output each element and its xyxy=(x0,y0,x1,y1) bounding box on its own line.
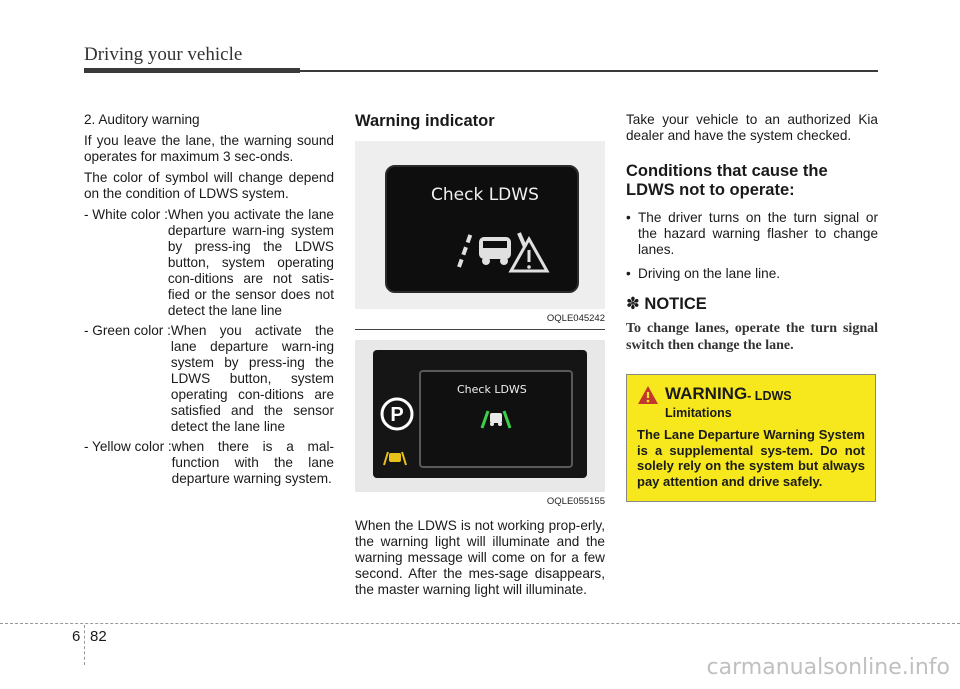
warning-triangle-icon xyxy=(637,385,659,405)
figure-caption: OQLE055155 xyxy=(546,496,605,507)
figure-divider xyxy=(355,329,605,330)
paragraph-color-change: The color of symbol will change depend on the condition of LDWS system. xyxy=(84,170,334,201)
column-1 xyxy=(84,112,334,491)
screen-message: Check LDWS xyxy=(457,383,527,396)
park-indicator-icon xyxy=(379,396,415,432)
watermark: carmanualsonline.info xyxy=(706,655,950,680)
dashboard-screen xyxy=(419,370,573,468)
warning-subtitle-2: Limitations xyxy=(665,406,732,420)
cluster-screen xyxy=(385,165,579,293)
figure-dashboard-display xyxy=(355,340,605,492)
screen-message: Check LDWS xyxy=(431,185,539,205)
header-rule-thick xyxy=(84,68,300,73)
figure-caption: OQLE045242 xyxy=(546,313,605,324)
conditions-list xyxy=(626,210,878,282)
def-green xyxy=(84,323,334,435)
park-letter: P xyxy=(390,404,404,426)
chapter-number: 6 xyxy=(72,628,81,645)
lane-green-icon xyxy=(479,408,513,430)
warning-title: WARNING xyxy=(665,384,748,403)
warning-body: The Lane Departure Warning System is a supplemental sys-tem. Do not solely rely on the system but always pay attention and drive safely. xyxy=(637,427,865,489)
warning-subtitle: - LDWS xyxy=(747,389,792,403)
warning-title-row xyxy=(637,385,865,405)
page-number: 82 xyxy=(90,628,107,645)
def-yellow xyxy=(84,439,334,487)
def-term: - White color : xyxy=(84,207,168,222)
column-3 xyxy=(626,112,878,502)
def-desc: when there is a mal-function with the lane departure warning system. xyxy=(171,439,334,486)
column-2 xyxy=(355,112,605,603)
def-term: - Green color : xyxy=(84,323,171,338)
list-item: • The driver turns on the turn signal or the hazard warning flasher to change lanes. xyxy=(626,210,878,258)
notice-text: To change lanes, operate the turn signal switch then change the lane. xyxy=(626,321,878,353)
warning-box xyxy=(626,374,876,502)
paragraph-auditory: 2. Auditory warning xyxy=(84,112,200,127)
figure-cluster-display xyxy=(355,141,605,309)
def-desc: When you activate the lane departure warn-ing system by press-ing the LDWS button, system operating con-ditions are not satis-fied or the sensor does not detect the lane line xyxy=(167,207,334,318)
conditions-heading: Conditions that cause the LDWS not to operate: xyxy=(626,162,828,199)
paragraph-lane-sound: If you leave the lane, the warning sound operates for maximum 3 sec-onds. xyxy=(84,133,334,164)
footer-vertical-rule xyxy=(84,625,85,665)
lane-yellow-icon xyxy=(383,450,407,466)
header-rule-thin xyxy=(300,70,878,72)
page-title: Driving your vehicle xyxy=(84,44,243,65)
paragraph-ldws-not-working: When the LDWS is not working prop-erly, the warning light will illuminate and the warning message will come on for a few second. After the mes-sage disappears, the master warning light will illuminate. xyxy=(355,518,605,597)
def-desc: When you activate the lane departure warn-ing system by press-ing the LDWS button, system operating con-ditions are satisfied and the sensor detect the lane line xyxy=(170,323,334,434)
paragraph-take-vehicle: Take your vehicle to an authorized Kia dealer and have the system checked. xyxy=(626,112,878,143)
list-item: • Driving on the lane line. xyxy=(626,266,878,282)
footer-rule xyxy=(0,623,960,624)
dashboard-panel xyxy=(373,350,587,478)
def-term: - Yellow color : xyxy=(84,439,172,454)
ldws-warning-icon xyxy=(453,223,553,275)
notice-heading: ✽ NOTICE xyxy=(626,295,707,313)
warning-indicator-heading: Warning indicator xyxy=(355,112,495,130)
def-white xyxy=(84,207,334,319)
